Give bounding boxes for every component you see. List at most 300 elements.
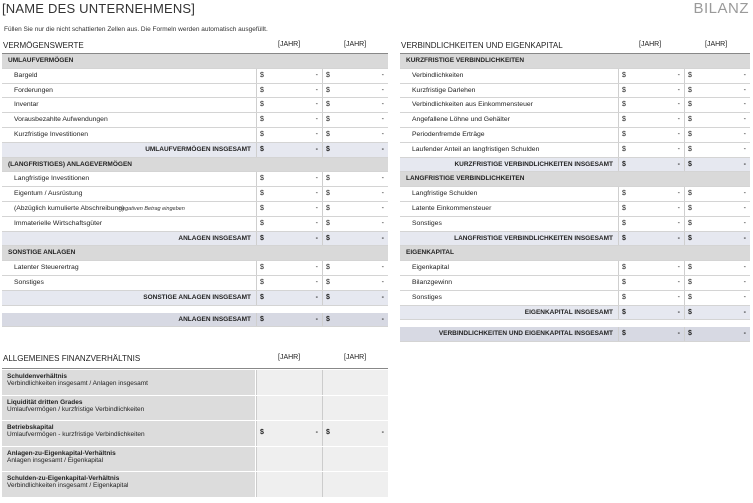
value-cell-year-2 [322,232,388,246]
line-item-row [2,217,388,232]
line-item-label: Langfristige Investitionen [14,175,90,183]
category-label: SONSTIGE ANLAGEN [8,249,76,257]
assets-section [2,38,388,327]
currency-symbol: $ [622,101,626,109]
amount-value: - [677,71,680,79]
amount-value: - [743,160,746,168]
ratio-label-cell [2,421,255,446]
currency-symbol: $ [688,308,692,316]
line-item-label: Sonstiges [412,293,442,301]
amount-value: - [315,101,318,109]
ratio-row [2,396,388,422]
ratio-value-year-2 [322,421,388,446]
ratio-value-year-2 [322,370,388,395]
amount-value: - [315,219,318,227]
currency-symbol: $ [260,175,264,183]
amount-value: - [381,234,384,242]
value-cell-year-1 [618,158,684,172]
currency-symbol: $ [260,429,264,437]
ratio-name: Liquidität dritten Grades [7,398,83,406]
ratio-formula: Umlaufvermögen - kurzfristige Verbindlichkeiten [7,431,145,439]
line-item-label: Vorausbezahlte Aufwendungen [14,116,108,124]
currency-symbol: $ [260,130,264,138]
currency-symbol: $ [688,234,692,242]
amount-value: - [315,293,318,301]
amount-value: - [743,204,746,212]
hint-text: negativen Betrag eingeben [119,205,185,212]
currency-symbol: $ [688,116,692,124]
value-cell-year-2[interactable] [322,113,388,127]
subtotal-row [400,306,750,321]
currency-symbol: $ [622,130,626,138]
amount-value: - [381,204,384,212]
category-label: (LANGFRISTIGES) ANLAGEVERMÖGEN [8,160,132,168]
ratio-value-year-2 [322,472,388,497]
total-label: LANGFRISTIGE VERBINDLICHKEITEN INSGESAMT [454,234,613,242]
value-cell-year-1[interactable] [256,276,322,290]
value-cell-year-2[interactable] [684,217,750,231]
amount-value: - [677,116,680,124]
currency-symbol: $ [326,429,330,437]
value-cell-year-1[interactable] [256,98,322,112]
value-cell-year-2[interactable] [684,143,750,157]
value-cell-year-2[interactable] [684,202,750,216]
value-cell-year-1[interactable] [256,202,322,216]
amount-value: - [315,71,318,79]
amount-value: - [743,234,746,242]
currency-symbol: $ [326,190,330,198]
value-cell-year-2[interactable] [684,69,750,83]
value-cell-year-1[interactable] [618,69,684,83]
value-cell-year-2[interactable] [684,291,750,305]
line-item-row [2,84,388,99]
line-item-row [2,172,388,187]
currency-symbol: $ [260,71,264,79]
currency-symbol: $ [260,116,264,124]
line-item-label: Sonstiges [412,219,442,227]
value-cell-year-1 [256,291,322,305]
currency-symbol: $ [326,130,330,138]
ratio-value-year-2 [322,447,388,472]
category-label: UMLAUFVERMÖGEN [8,57,74,64]
year-header-1: [JAHR] [278,354,301,361]
value-cell-year-2[interactable] [322,172,388,186]
currency-symbol: $ [260,293,264,301]
currency-symbol: $ [688,86,692,94]
line-item-row [400,98,750,113]
currency-symbol: $ [326,219,330,227]
value-cell-year-2 [684,232,750,246]
value-cell-year-1[interactable] [618,261,684,275]
currency-symbol: $ [688,130,692,138]
ratio-value-year-1 [256,396,322,421]
amount-value: - [315,190,318,198]
amount-value: - [315,429,318,437]
line-item-label: Kurzfristige Investitionen [14,130,89,138]
value-cell-year-2[interactable] [684,113,750,127]
value-cell-year-2[interactable] [684,261,750,275]
line-item-label: Inventar [14,101,39,109]
amount-value: - [677,264,680,272]
line-item-row [400,291,750,306]
line-item-row [400,187,750,202]
value-cell-year-2[interactable] [684,128,750,142]
category-row [2,158,388,173]
amount-value: - [381,116,384,124]
currency-symbol: $ [260,190,264,198]
amount-value: - [677,145,680,153]
total-label: KURZFRISTIGE VERBINDLICHKEITEN INSGESAMT [454,160,613,168]
line-item-row [400,143,750,158]
amount-value: - [743,308,746,316]
year-header-2[interactable]: [JAHR] [344,41,367,48]
subtotal-row [400,232,750,247]
value-cell-year-1[interactable] [618,84,684,98]
liabilities-title: VERBINDLICHKEITEN UND EIGENKAPITAL [401,41,563,50]
ratios-title: ALLGEMEINES FINANZVERHÄLTNIS [3,354,141,363]
currency-symbol: $ [326,71,330,79]
currency-symbol: $ [326,145,330,153]
value-cell-year-2 [684,158,750,172]
line-item-label: Sonstiges [14,278,44,286]
currency-symbol: $ [622,278,626,286]
subtotal-row [2,232,388,247]
grand-total-row [400,327,750,342]
amount-value: - [315,116,318,124]
total-label: ANLAGEN INSGESAMT [178,234,251,242]
line-item-label: Kurzfristige Darlehen [412,86,476,94]
value-cell-year-1 [256,143,322,157]
currency-symbol: $ [260,101,264,109]
currency-symbol: $ [622,160,626,168]
category-row [400,172,750,187]
currency-symbol: $ [260,204,264,212]
currency-symbol: $ [326,86,330,94]
currency-symbol: $ [260,264,264,272]
value-cell-year-1[interactable] [618,128,684,142]
ratio-label-cell [2,447,255,472]
category-label: LANGFRISTIGE VERBINDLICHKEITEN [406,175,525,183]
amount-value: - [677,293,680,301]
amount-value: - [381,86,384,94]
line-item-label: Verbindlichkeiten aus Einkommensteuer [412,101,533,109]
value-cell-year-1[interactable] [618,217,684,231]
value-cell-year-2[interactable] [322,217,388,231]
currency-symbol: $ [326,278,330,286]
currency-symbol: $ [260,86,264,94]
amount-value: - [315,145,318,153]
category-row [2,246,388,261]
currency-symbol: $ [622,330,626,338]
line-item-row [2,187,388,202]
line-item-row [2,69,388,84]
amount-value: - [315,175,318,183]
amount-value: - [677,308,680,316]
value-cell-year-2[interactable] [322,84,388,98]
line-item-label: (Abzüglich kumulierte Abschreibung) [14,204,125,212]
currency-symbol: $ [622,204,626,212]
amount-value: - [381,293,384,301]
currency-symbol: $ [326,175,330,183]
currency-symbol: $ [622,293,626,301]
currency-symbol: $ [688,219,692,227]
ratio-value-year-1 [256,447,322,472]
line-item-label: Langfristige Schulden [412,190,478,198]
currency-symbol: $ [622,264,626,272]
line-item-label: Forderungen [14,86,53,94]
value-cell-year-1[interactable] [256,261,322,275]
total-label: SONSTIGE ANLAGEN INSGESAMT [143,293,251,301]
liabilities-header [400,38,750,54]
amount-value: - [677,204,680,212]
value-cell-year-1[interactable] [256,217,322,231]
line-item-row [2,261,388,276]
currency-symbol: $ [260,234,264,242]
currency-symbol: $ [688,264,692,272]
amount-value: - [381,145,384,153]
amount-value: - [677,86,680,94]
ratios-header [2,351,388,369]
currency-symbol: $ [326,101,330,109]
amount-value: - [743,71,746,79]
line-item-row [400,128,750,143]
ratio-value-year-1 [256,421,322,446]
ratio-name: Schuldenverhältnis [7,373,67,380]
value-cell-year-2[interactable] [322,187,388,201]
currency-symbol: $ [688,101,692,109]
line-item-label: Latenter Steuerertrag [14,264,79,272]
amount-value: - [381,101,384,109]
line-item-row [2,128,388,143]
currency-symbol: $ [622,71,626,79]
currency-symbol: $ [688,160,692,168]
currency-symbol: $ [326,204,330,212]
amount-value: - [381,130,384,138]
amount-value: - [743,130,746,138]
value-cell-year-1[interactable] [256,187,322,201]
line-item-label: Periodenfremde Erträge [412,130,485,138]
ratio-formula: Verbindlichkeiten insgesamt / Eigenkapital [7,482,129,490]
ratio-value-year-2 [322,396,388,421]
ratio-label-cell [2,396,255,421]
line-item-label: Bargeld [14,71,38,79]
line-item-row [400,69,750,84]
value-cell-year-2[interactable] [684,84,750,98]
value-cell-year-1 [618,327,684,341]
line-item-label: Eigentum / Ausrüstung [14,190,83,198]
grand-total-row [2,313,388,328]
currency-symbol: $ [688,204,692,212]
currency-symbol: $ [326,315,330,323]
value-cell-year-1[interactable] [256,128,322,142]
amount-value: - [677,160,680,168]
amount-value: - [743,330,746,338]
value-cell-year-1 [618,306,684,320]
currency-symbol: $ [622,145,626,153]
value-cell-year-1 [256,232,322,246]
value-cell-year-1[interactable] [618,276,684,290]
amount-value: - [743,86,746,94]
currency-symbol: $ [688,330,692,338]
amount-value: - [743,293,746,301]
currency-symbol: $ [622,308,626,316]
amount-value: - [315,315,318,323]
value-cell-year-2 [684,306,750,320]
amount-value: - [743,264,746,272]
instruction-text: Füllen Sie nur die nicht schattierten Zellen aus. Die Formeln werden automatisch ausgefüllt. [4,26,268,33]
currency-symbol: $ [688,190,692,198]
line-item-row [400,84,750,99]
value-cell-year-2 [322,143,388,157]
sheet-title: BILANZ [693,0,749,17]
subtotal-row [2,143,388,158]
value-cell-year-2[interactable] [322,98,388,112]
currency-symbol: $ [688,293,692,301]
ratio-row [2,370,388,396]
value-cell-year-2[interactable] [322,261,388,275]
ratio-row [2,472,388,498]
ratio-row [2,421,388,447]
value-cell-year-1 [618,232,684,246]
value-cell-year-1[interactable] [618,98,684,112]
ratio-label-cell [2,472,255,497]
currency-symbol: $ [260,278,264,286]
currency-symbol: $ [622,86,626,94]
value-cell-year-2[interactable] [322,202,388,216]
category-label: KURZFRISTIGE VERBINDLICHKEITEN [406,57,525,64]
currency-symbol: $ [622,190,626,198]
value-cell-year-2[interactable] [684,98,750,112]
value-cell-year-1[interactable] [256,113,322,127]
ratio-row [2,447,388,473]
subtotal-row [2,291,388,306]
line-item-label: Angefallene Löhne und Gehälter [412,116,510,124]
spacer [2,306,388,313]
currency-symbol: $ [260,315,264,323]
total-label: VERBINDLICHKEITEN UND EIGENKAPITAL INSGESAMT [438,330,613,338]
amount-value: - [381,278,384,286]
category-row [2,54,388,69]
amount-value: - [381,71,384,79]
amount-value: - [743,278,746,286]
value-cell-year-2[interactable] [684,276,750,290]
amount-value: - [381,315,384,323]
line-item-row [2,202,388,217]
currency-symbol: $ [622,219,626,227]
value-cell-year-2[interactable] [684,187,750,201]
ratios-section [2,351,388,498]
year-header-2[interactable]: [JAHR] [705,41,728,48]
currency-symbol: $ [688,145,692,153]
line-item-label: Latente Einkommensteuer [412,204,492,212]
amount-value: - [743,101,746,109]
amount-value: - [677,330,680,338]
line-item-row [400,261,750,276]
amount-value: - [743,116,746,124]
currency-symbol: $ [260,219,264,227]
assets-header [2,38,388,54]
line-item-row [400,217,750,232]
value-cell-year-1[interactable] [256,69,322,83]
year-header-1[interactable]: [JAHR] [639,41,662,48]
value-cell-year-1[interactable] [618,202,684,216]
amount-value: - [677,190,680,198]
category-row [400,246,750,261]
value-cell-year-2[interactable] [322,128,388,142]
amount-value: - [677,101,680,109]
value-cell-year-2[interactable] [322,69,388,83]
line-item-row [2,113,388,128]
currency-symbol: $ [622,234,626,242]
line-item-row [2,98,388,113]
total-label: ANLAGEN INSGESAMT [178,315,251,323]
line-item-label: Verbindlichkeiten [412,71,464,79]
value-cell-year-1[interactable] [256,84,322,98]
line-item-row [400,202,750,217]
spacer [400,320,750,327]
amount-value: - [315,204,318,212]
value-cell-year-1 [256,313,322,327]
ratio-formula: Anlagen insgesamt / Eigenkapital [7,456,104,464]
category-row [400,54,750,69]
value-cell-year-1[interactable] [618,291,684,305]
value-cell-year-1[interactable] [256,172,322,186]
currency-symbol: $ [326,234,330,242]
line-item-label: Laufender Anteil an langfristigen Schulden [412,145,540,153]
line-item-label: Immaterielle Wirtschaftsgüter [14,219,103,227]
value-cell-year-1[interactable] [618,113,684,127]
line-item-row [400,276,750,291]
amount-value: - [677,130,680,138]
value-cell-year-2[interactable] [322,276,388,290]
ratio-name: Schulden-zu-Eigenkapital-Verhältnis [7,475,120,483]
amount-value: - [381,219,384,227]
amount-value: - [677,219,680,227]
line-item-row [400,113,750,128]
subtotal-row [400,158,750,173]
line-item-label: Eigenkapital [412,264,450,272]
company-name[interactable]: [NAME DES UNTERNEHMENS] [2,1,196,16]
ratio-name: Anlagen-zu-Eigenkapital-Verhältnis [7,449,116,457]
currency-symbol: $ [688,71,692,79]
year-header-1[interactable]: [JAHR] [278,41,301,48]
ratio-formula: Verbindlichkeiten insgesamt / Anlagen insgesamt [7,380,148,387]
currency-symbol: $ [260,145,264,153]
value-cell-year-2 [684,327,750,341]
line-item-row [2,276,388,291]
currency-symbol: $ [326,116,330,124]
assets-title: VERMÖGENSWERTE [3,41,84,50]
ratio-value-year-1 [256,472,322,497]
total-label: UMLAUFVERMÖGEN INSGESAMT [145,145,251,153]
ratio-name: Betriebskapital [7,424,54,432]
currency-symbol: $ [688,278,692,286]
ratio-label-cell [2,370,255,395]
line-item-label: Bilanzgewinn [412,278,453,286]
amount-value: - [381,175,384,183]
amount-value: - [315,130,318,138]
amount-value: - [677,278,680,286]
amount-value: - [315,278,318,286]
year-header-2: [JAHR] [344,354,367,361]
value-cell-year-2 [322,313,388,327]
amount-value: - [381,190,384,198]
category-label: EIGENKAPITAL [406,249,454,257]
value-cell-year-1[interactable] [618,143,684,157]
currency-symbol: $ [326,293,330,301]
value-cell-year-1[interactable] [618,187,684,201]
ratio-value-year-1 [256,370,322,395]
